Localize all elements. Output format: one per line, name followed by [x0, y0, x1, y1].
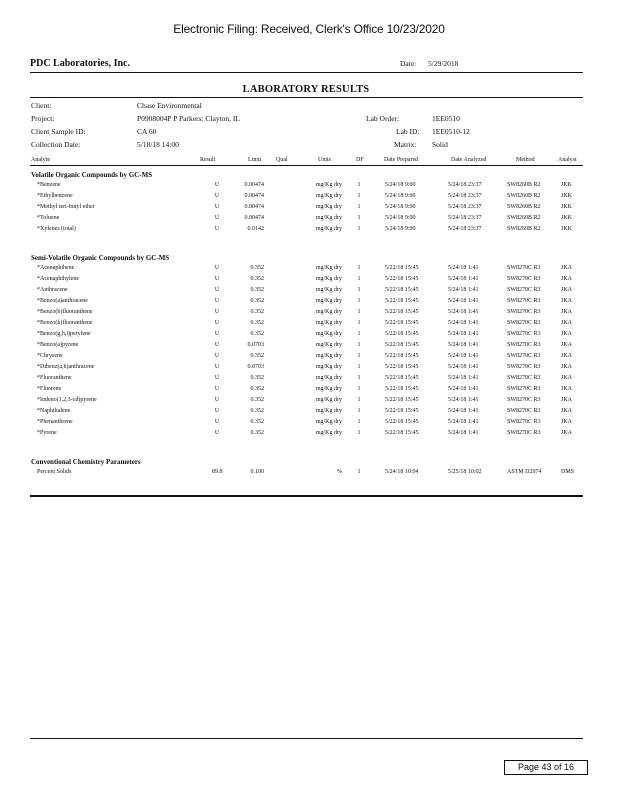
cell-df: 1 [357, 386, 361, 392]
cell-date-analyzed: 5/24/18 1:41 [448, 375, 479, 381]
cell-date-prepared: 5/22/18 15:45 [385, 386, 419, 392]
cell-method: SW8270C R3 [507, 331, 541, 337]
cell-analyte: *Benzo(b)fluoranthene [37, 309, 93, 315]
cell-limit: 0.0703 [247, 342, 264, 348]
cell-units: mg/Kg dry [315, 276, 342, 282]
cell-limit: 0.00474 [244, 215, 264, 221]
cell-date-analyzed: 5/24/18 1:41 [448, 364, 479, 370]
cell-date-prepared: 5/22/18 15:45 [385, 298, 419, 304]
cell-units: mg/Kg dry [315, 408, 342, 414]
cell-result: U [214, 342, 220, 348]
cell-result: U [214, 408, 220, 414]
cell-limit: 0.352 [250, 430, 264, 436]
table-row [0, 386, 618, 397]
cell-units: mg/Kg dry [315, 430, 342, 436]
cell-date-analyzed: 5/24/18 23:37 [448, 182, 482, 188]
cell-df: 1 [357, 215, 361, 221]
table-row [0, 469, 618, 480]
cell-analyst: JKA [561, 287, 573, 293]
cell-analyst: JKK [561, 215, 573, 221]
cell-method: SW8260B R2 [507, 215, 541, 221]
cell-method: SW8270C R3 [507, 364, 541, 370]
cell-analyte: *Benzo(k)fluoranthene [37, 320, 93, 326]
cell-limit: 0.352 [250, 419, 264, 425]
cell-method: SW8260B R2 [507, 182, 541, 188]
cell-date-prepared: 5/22/18 15:45 [385, 265, 419, 271]
cell-result: U [214, 353, 220, 359]
cell-date-analyzed: 5/24/18 1:41 [448, 265, 479, 271]
cell-analyst: JKA [561, 430, 573, 436]
cell-df: 1 [357, 193, 361, 199]
cell-result: U [214, 320, 220, 326]
table-row [0, 375, 618, 386]
cell-analyst: JKA [561, 276, 573, 282]
cell-analyst: JKA [561, 386, 573, 392]
cell-limit: 0.352 [250, 375, 264, 381]
report-title: LABORATORY RESULTS [242, 84, 370, 95]
cell-date-analyzed: 5/24/18 1:41 [448, 331, 479, 337]
cell-result: U [214, 386, 220, 392]
cell-df: 1 [357, 298, 361, 304]
cell-analyst: JKK [561, 204, 573, 210]
cell-limit: 0.352 [250, 397, 264, 403]
cell-date-analyzed: 5/24/18 1:41 [448, 320, 479, 326]
cell-analyst: JKA [561, 419, 573, 425]
cell-analyte: *Acenaphthylene [37, 276, 79, 282]
cell-method: SW8260B R2 [507, 226, 541, 232]
table-row [0, 364, 618, 375]
cell-method: SW8270C R3 [507, 375, 541, 381]
cell-date-prepared: 5/22/18 15:45 [385, 331, 419, 337]
cell-limit: 0.352 [250, 408, 264, 414]
cell-method: SW8270C R3 [507, 353, 541, 359]
results-end-rule [30, 495, 583, 497]
client-value: Chase Environmental [137, 101, 202, 110]
col-date-prepared: Date Prepared [384, 157, 419, 163]
cell-result: U [214, 309, 220, 315]
cell-date-analyzed: 5/24/18 1:41 [448, 386, 479, 392]
cell-analyte: *Anthracene [37, 287, 68, 293]
cell-date-prepared: 5/22/18 15:45 [385, 375, 419, 381]
cell-analyst: JKK [561, 226, 573, 232]
cell-date-analyzed: 5/25/18 10:02 [448, 469, 482, 475]
cell-units: mg/Kg dry [315, 353, 342, 359]
cell-result: U [214, 182, 220, 188]
cell-analyte: *Phenanthrene [37, 419, 73, 425]
cell-method: SW8270C R3 [507, 309, 541, 315]
project-label: Project: [31, 114, 55, 123]
cell-units: mg/Kg dry [315, 320, 342, 326]
cell-df: 1 [357, 276, 361, 282]
cell-result: U [214, 265, 220, 271]
section-title: Conventional Chemistry Parameters [31, 458, 141, 466]
cell-analyte: *Methyl tert-butyl ether [37, 204, 95, 210]
cell-analyst: JKA [561, 408, 573, 414]
column-rule [30, 165, 583, 166]
footer-rule [30, 738, 583, 739]
cell-df: 1 [357, 419, 361, 425]
matrix-value: Solid [432, 140, 448, 149]
cell-limit: 0.00474 [244, 182, 264, 188]
cell-df: 1 [357, 309, 361, 315]
table-row [0, 298, 618, 309]
page-number: Page 43 of 16 [504, 760, 588, 775]
lab-id-value: 1EE0510-12 [432, 127, 470, 136]
cell-limit: 0.352 [250, 265, 264, 271]
cell-method: SW8270C R3 [507, 298, 541, 304]
col-df: DF [356, 157, 364, 163]
cell-method: ASTM D2974 [507, 469, 542, 475]
cell-result: U [214, 419, 220, 425]
cell-method: SW8270C R3 [507, 397, 541, 403]
col-limit: Limit [248, 157, 262, 163]
cell-df: 1 [357, 408, 361, 414]
cell-date-analyzed: 5/24/18 1:41 [448, 397, 479, 403]
header-rule [30, 72, 583, 73]
cell-limit: 0.352 [250, 309, 264, 315]
cell-units: mg/Kg dry [315, 309, 342, 315]
cell-date-analyzed: 5/24/18 1:41 [448, 408, 479, 414]
cell-analyte: *Toluene [37, 215, 60, 221]
cell-limit: 0.00474 [244, 193, 264, 199]
cell-analyte: *Acenaphthene [37, 265, 75, 271]
cell-units: mg/Kg dry [315, 204, 342, 210]
cell-method: SW8270C R3 [507, 408, 541, 414]
cell-df: 1 [357, 364, 361, 370]
matrix-label: Matrix: [394, 140, 417, 149]
table-row [0, 397, 618, 408]
title-rule [30, 97, 583, 98]
cell-units: mg/Kg dry [315, 287, 342, 293]
cell-analyte: *Fluoranthene [37, 375, 72, 381]
table-row [0, 331, 618, 342]
cell-method: SW8270C R3 [507, 276, 541, 282]
cell-date-analyzed: 5/24/18 23:37 [448, 226, 482, 232]
col-method: Method [516, 157, 535, 163]
table-row [0, 287, 618, 298]
cell-date-analyzed: 5/24/18 23:37 [448, 204, 482, 210]
cell-date-prepared: 5/22/18 15:45 [385, 276, 419, 282]
cell-method: SW8270C R3 [507, 386, 541, 392]
cell-result: U [214, 226, 220, 232]
cell-units: mg/Kg dry [315, 298, 342, 304]
cell-date-analyzed: 5/24/18 1:41 [448, 342, 479, 348]
client-sample-id-value: CA 60 [137, 127, 157, 136]
cell-date-prepared: 5/24/18 9:00 [385, 182, 416, 188]
cell-analyte: *Benzene [37, 182, 61, 188]
cell-date-prepared: 5/22/18 15:45 [385, 419, 419, 425]
collection-date-value: 5/18/18 14:00 [137, 140, 179, 149]
col-units: Units [318, 157, 332, 163]
cell-units: mg/Kg dry [315, 364, 342, 370]
cell-units: mg/Kg dry [315, 419, 342, 425]
cell-df: 1 [357, 353, 361, 359]
cell-result: 89.8 [212, 469, 223, 475]
lab-order-label: Lab Order: [366, 114, 400, 123]
cell-method: SW8270C R3 [507, 342, 541, 348]
cell-result: U [214, 276, 220, 282]
cell-df: 1 [357, 265, 361, 271]
col-result: Result [200, 157, 216, 163]
cell-units: mg/Kg dry [315, 182, 342, 188]
cell-method: SW8270C R3 [507, 320, 541, 326]
cell-analyst: JKA [561, 353, 573, 359]
cell-df: 1 [357, 430, 361, 436]
report-date-label: Date: [400, 59, 417, 68]
cell-date-prepared: 5/22/18 15:45 [385, 287, 419, 293]
client-label: Client: [31, 101, 52, 110]
cell-analyst: JKA [561, 265, 573, 271]
cell-method: SW8260B R2 [507, 204, 541, 210]
cell-date-prepared: 5/24/18 9:00 [385, 215, 416, 221]
cell-limit: 0.100 [250, 469, 264, 475]
cell-analyte: *Dibenz(a,h)anthracene [37, 364, 95, 370]
cell-date-analyzed: 5/24/18 1:41 [448, 298, 479, 304]
cell-analyst: JKA [561, 375, 573, 381]
cell-result: U [214, 397, 220, 403]
table-row [0, 342, 618, 353]
filing-stamp: Electronic Filing: Received, Clerk's Office 10/23/2020 [173, 22, 445, 36]
cell-result: U [214, 287, 220, 293]
col-analyte: Analyte [31, 157, 50, 163]
cell-units: mg/Kg dry [315, 375, 342, 381]
col-date-analyzed: Date Analyzed [451, 157, 487, 163]
cell-analyte: *Chrysene [37, 353, 63, 359]
cell-limit: 0.352 [250, 331, 264, 337]
collection-date-label: Collection Date: [31, 140, 81, 149]
cell-units: mg/Kg dry [315, 226, 342, 232]
cell-df: 1 [357, 204, 361, 210]
cell-result: U [214, 364, 220, 370]
cell-date-prepared: 5/24/18 10:04 [385, 469, 419, 475]
table-row [0, 182, 618, 193]
table-row [0, 265, 618, 276]
cell-units: mg/Kg dry [315, 386, 342, 392]
cell-date-prepared: 5/22/18 15:45 [385, 320, 419, 326]
cell-df: 1 [357, 287, 361, 293]
cell-limit: 0.352 [250, 353, 264, 359]
cell-analyte: *Ethylbenzene [37, 193, 73, 199]
cell-df: 1 [357, 320, 361, 326]
cell-df: 1 [357, 397, 361, 403]
cell-result: U [214, 204, 220, 210]
cell-limit: 0.352 [250, 386, 264, 392]
table-row [0, 353, 618, 364]
cell-result: U [214, 298, 220, 304]
cell-date-analyzed: 5/24/18 1:41 [448, 287, 479, 293]
cell-analyst: JKA [561, 298, 573, 304]
cell-result: U [214, 331, 220, 337]
cell-limit: 0.352 [250, 276, 264, 282]
cell-df: 1 [357, 331, 361, 337]
cell-result: U [214, 215, 220, 221]
table-row [0, 430, 618, 441]
cell-analyte: Percent Solids [37, 469, 72, 475]
cell-date-analyzed: 5/24/18 23:37 [448, 193, 482, 199]
project-value: P0908004P P Parkers: Clayton, IL [137, 114, 240, 123]
cell-date-analyzed: 5/24/18 1:41 [448, 430, 479, 436]
cell-limit: 0.352 [250, 320, 264, 326]
cell-result: U [214, 375, 220, 381]
cell-units: mg/Kg dry [315, 397, 342, 403]
cell-analyst: JKA [561, 320, 573, 326]
cell-analyst: JKA [561, 364, 573, 370]
cell-units: mg/Kg dry [315, 265, 342, 271]
table-row [0, 276, 618, 287]
table-row [0, 215, 618, 226]
cell-analyte: *Benzo(a)anthracene [37, 298, 88, 304]
table-row [0, 419, 618, 430]
cell-method: SW8270C R3 [507, 430, 541, 436]
cell-date-analyzed: 5/24/18 1:41 [448, 276, 479, 282]
cell-analyst: DMS [561, 469, 575, 475]
cell-date-prepared: 5/22/18 15:45 [385, 430, 419, 436]
lab-order-value: 1EE0510 [432, 114, 460, 123]
report-date-value: 5/29/2018 [428, 59, 459, 68]
cell-date-prepared: 5/22/18 15:45 [385, 309, 419, 315]
cell-date-prepared: 5/24/18 9:00 [385, 193, 416, 199]
cell-result: U [214, 193, 220, 199]
cell-analyst: JKK [561, 193, 573, 199]
table-row [0, 320, 618, 331]
lab-name: PDC Laboratories, Inc. [30, 58, 130, 69]
cell-df: 1 [357, 375, 361, 381]
section-title: Volatile Organic Compounds by GC-MS [31, 171, 153, 179]
cell-date-analyzed: 5/24/18 1:41 [448, 309, 479, 315]
cell-analyte: *Fluorene [37, 386, 62, 392]
cell-analyst: JKA [561, 331, 573, 337]
col-analyst: Analyst [558, 157, 577, 163]
client-sample-id-label: Client Sample ID: [31, 127, 86, 136]
cell-method: SW8270C R3 [507, 419, 541, 425]
cell-result: U [214, 430, 220, 436]
cell-date-prepared: 5/22/18 15:45 [385, 397, 419, 403]
cell-analyte: *Benzo(a)pyrene [37, 342, 79, 348]
cell-units: % [337, 469, 342, 475]
table-row [0, 204, 618, 215]
table-row [0, 309, 618, 320]
cell-date-prepared: 5/22/18 15:45 [385, 364, 419, 370]
cell-analyte: *Naphthalene [37, 408, 71, 414]
cell-date-prepared: 5/22/18 15:45 [385, 353, 419, 359]
cell-analyst: JKA [561, 342, 573, 348]
cell-limit: 0.0703 [247, 364, 264, 370]
cell-units: mg/Kg dry [315, 215, 342, 221]
lab-id-label: Lab ID: [396, 127, 420, 136]
cell-df: 1 [357, 469, 361, 475]
section-title: Semi-Volatile Organic Compounds by GC-MS [31, 254, 170, 262]
cell-date-analyzed: 5/24/18 1:41 [448, 419, 479, 425]
table-row [0, 193, 618, 204]
cell-df: 1 [357, 182, 361, 188]
cell-df: 1 [357, 226, 361, 232]
cell-method: SW8270C R3 [507, 287, 541, 293]
cell-limit: 0.352 [250, 298, 264, 304]
cell-units: mg/Kg dry [315, 193, 342, 199]
cell-analyte: *Xylenes (total) [37, 226, 76, 232]
cell-units: mg/Kg dry [315, 342, 342, 348]
table-row [0, 408, 618, 419]
cell-method: SW8260B R2 [507, 193, 541, 199]
cell-date-analyzed: 5/24/18 1:41 [448, 353, 479, 359]
cell-analyst: JKA [561, 397, 573, 403]
table-row [0, 226, 618, 237]
cell-date-analyzed: 5/24/18 23:37 [448, 215, 482, 221]
cell-analyte: *Indeno(1,2,3-cd)pyrene [37, 397, 97, 403]
cell-analyte: *Pyrene [37, 430, 57, 436]
cell-limit: 0.0142 [247, 226, 264, 232]
cell-date-prepared: 5/22/18 15:45 [385, 342, 419, 348]
cell-analyst: JKA [561, 309, 573, 315]
col-qual: Qual [276, 157, 288, 163]
cell-date-prepared: 5/24/18 9:00 [385, 226, 416, 232]
cell-analyst: JKK [561, 182, 573, 188]
cell-limit: 0.00474 [244, 204, 264, 210]
cell-method: SW8270C R3 [507, 265, 541, 271]
cell-df: 1 [357, 342, 361, 348]
cell-units: mg/Kg dry [315, 331, 342, 337]
cell-limit: 0.352 [250, 287, 264, 293]
cell-analyte: *Benzo(g,h,i)perylene [37, 331, 91, 337]
cell-date-prepared: 5/24/18 9:00 [385, 204, 416, 210]
cell-date-prepared: 5/22/18 15:45 [385, 408, 419, 414]
